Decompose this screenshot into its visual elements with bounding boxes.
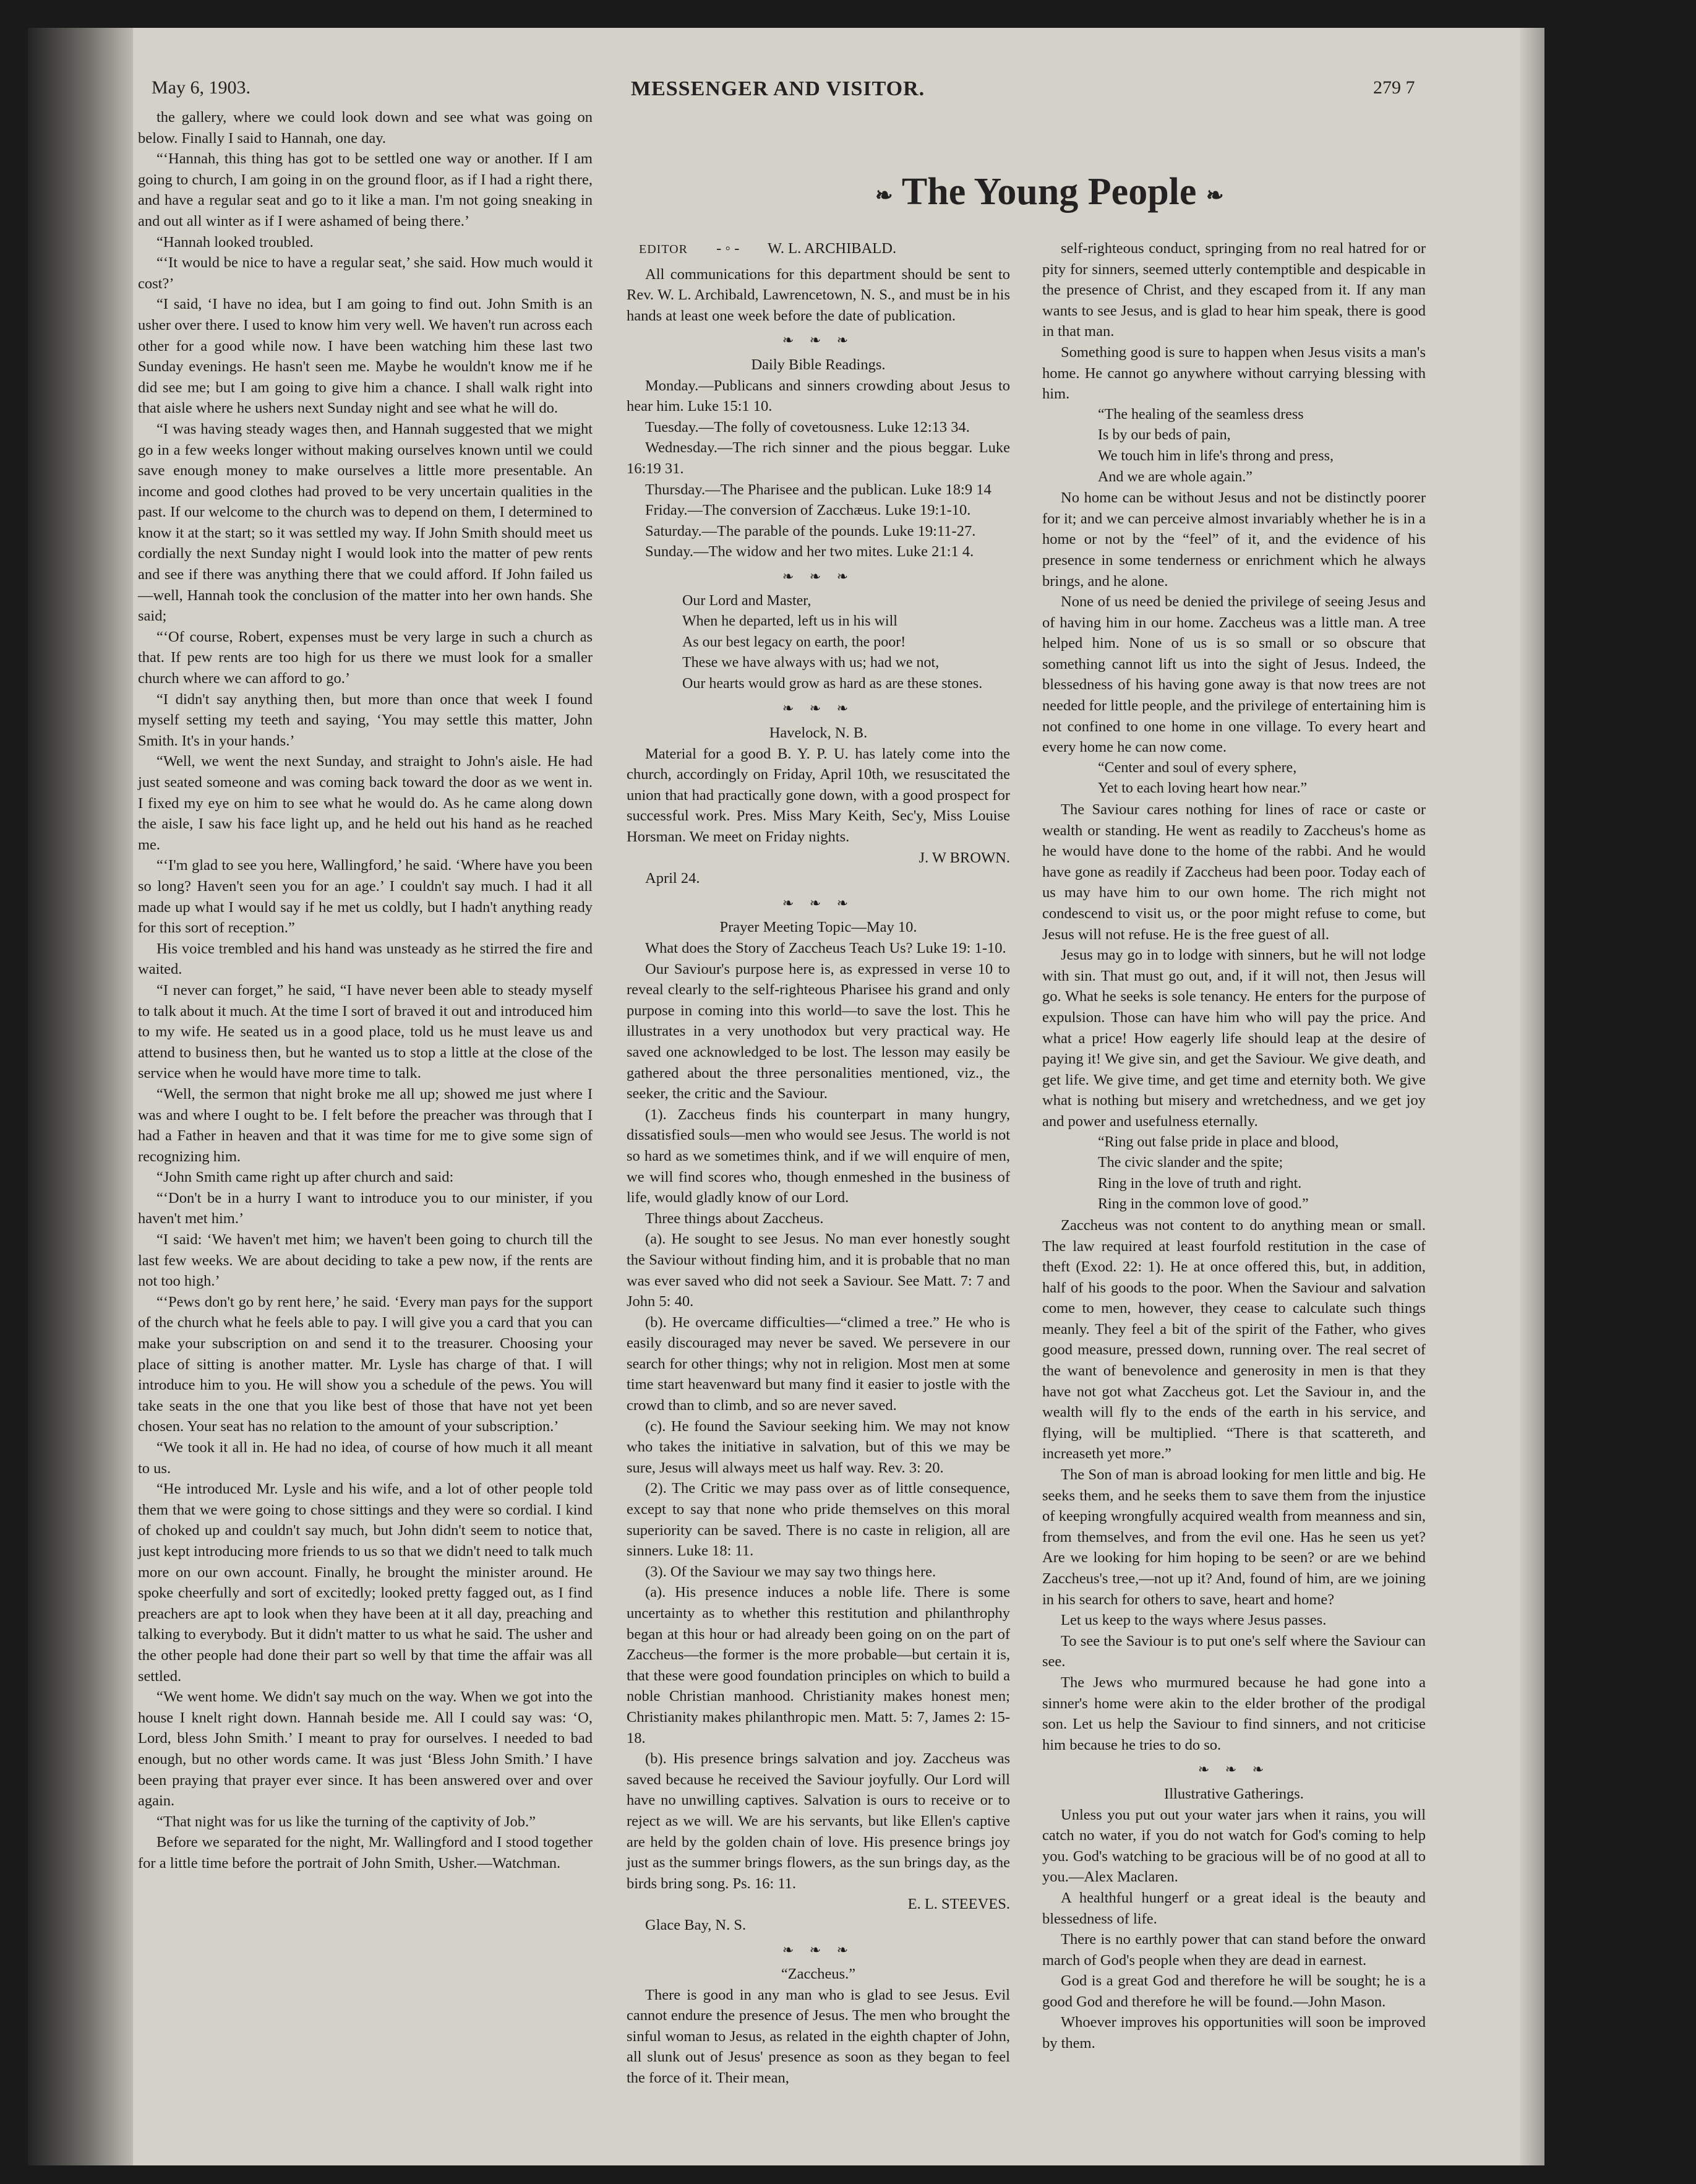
poem-line: “Ring out false pride in place and blood, [1098, 1133, 1339, 1150]
prayer-paragraph: Our Saviour's purpose here is, as expressed in verse 10 to reveal clearly to the self-righteous Pharisee his grand and only purpose in coming into this world—to save the lost. This he illustrates in a very unothodox but very practical way. He saved one acknowledged to be lost. The lesson may easily be gathered about the three personalities mentioned, viz., the seeker, the critic and the Saviour. [627, 960, 1010, 1103]
newspaper-page [28, 28, 1544, 2165]
ornament-divider: ❧ ❧ ❧ [782, 895, 855, 911]
paragraph: Something good is sure to happen when Jesus visits a man's home. He cannot go anywhere without carrying blessing with him. [1042, 343, 1426, 403]
poem-ring-out [1042, 1132, 1426, 1215]
prayer-topic-body [627, 959, 1010, 1894]
story-paragraph: “I didn't say anything then, but more than once that week I found myself setting my teeth and saying, ‘You may settle this matter, John Smith. It's in your hands.’ [138, 690, 593, 749]
story-paragraph: “I said, ‘I have no idea, but I am going to find out. John Smith is an usher over there. I used to know him very well. We haven't run across each other for a good while now. I have been watching him these last two Sunday evenings. He hasn't seen me. Maybe he wouldn't know me if he did see me; but I am going to give him a chance. I shall walk right into that aisle where he ushers next Sunday night and see what he will do. [138, 296, 593, 417]
prayer-paragraph: (a). His presence induces a noble life. There is some uncertainty as to whether this restitution and philanthrophy began at this hour or had already been going on on the part of Zaccheus—the former is the more probable—but certain it is, that these were good foundation principles on which to build a noble Christian manhood. Christianity makes honest men; Christianity makes philanthropic men. Matt. 5: 7, James 2: 15-18. [627, 1584, 1010, 1747]
story-paragraph: “We went home. We didn't say much on the way. When we got into the house I knelt right down. Hannah beside me. All I could say was: ‘O, Lord, bless John Smith.’ I meant to pray for ourselves. I needed to bad enough, but no other words came. It was just ‘Bless John Smith.’ I have been praying that prayer ever since. It has been answered over and over again. [138, 1688, 593, 1810]
story-paragraph: “‘Don't be in a hurry I want to introduce you to our minister, if you haven't met him.’ [138, 1189, 593, 1227]
reading-item: Thursday.—The Pharisee and the publican. Luke 18:9 14 [645, 481, 991, 498]
gathering-item: A healthful hungerf or a great ideal is the beauty and blessedness of life. [1042, 1889, 1426, 1927]
reading-item: Monday.—Publicans and sinners crowding about Jesus to hear him. Luke 15:1 10. [627, 377, 1010, 415]
section-title-text: The Young People [901, 171, 1197, 213]
header-date: May 6, 1903. [152, 77, 251, 98]
story-paragraph: Before we separated for the night, Mr. Wallingford and I stood together for a little time before the portrait of John Smith, Usher.—Watchman. [138, 1834, 593, 1872]
reading-item: Sunday.—The widow and her two mites. Luke 21:1 4. [645, 543, 974, 561]
fleuron-icon: ❧ [1206, 184, 1224, 207]
poem-line: We touch him in life's throng and press, [1098, 447, 1334, 464]
story-paragraph: “‘I'm glad to see you here, Wallingford,’ he said. ‘Where have you been so long? Haven't seen you for an age.’ I couldn't say much. I had it all made up what I would say if he met us coldly, but I hadn't anything ready for this sort of reception.” [138, 857, 593, 937]
section-title [875, 170, 1223, 214]
prayer-paragraph: (b). His presence brings salvation and joy. Zaccheus was saved because he received the Saviour joyfully. Our Lord will have no unwilling captives. Salvation is ours to receive or to reject as we will. We are his servants, but like Ellen's captive are held by the golden chain of love. His presence brings joy just as the summer brings flowers, as the sun brings day, as the birds bring song. Ps. 16: 11. [627, 1750, 1010, 1892]
fleuron-icon: ❧ [875, 184, 893, 207]
prayer-place: Glace Bay, N. S. [645, 1916, 747, 1933]
column-story [138, 107, 593, 1873]
story-paragraph: “‘Hannah, this thing has got to be settled one way or another. If I am going to church, I am going in on the ground floor, as if I had a right there, and have a regular seat and go to it like a man. I'm not going sneaking in and out all winter as if I were ashamed of being there.’ [138, 150, 593, 230]
reading-item: Saturday.—The parable of the pounds. Luke 19:11-27. [645, 522, 976, 540]
prayer-paragraph: (3). Of the Saviour we may say two things here. [645, 1563, 936, 1580]
paragraph: To see the Saviour is to put one's self where the Saviour can see. [1042, 1632, 1426, 1670]
story-paragraph: “Well, the sermon that night broke me all up; showed me just where I was and where I ought to be. I felt before the preacher was through that I had a Father in heaven and that it was time for me to give some sign of recognizing him. [138, 1085, 593, 1165]
poem-line: “Center and soul of every sphere, [1098, 759, 1297, 776]
story-paragraph: “‘Pews don't go by rent here,’ he said. ‘Every man pays for the support of the church what he feels able to pay. I will give you a card that you can make your subscription on and send it to the treasurer. Choosing your place of sitting is another matter. Mr. Lysle has charge of that. I will introduce him to you. He will show you a schedule of the pews. You will take seats in the one that you like best of those that have not yet been chosen. Your seat has no relation to the amount of your subscription.’ [138, 1293, 593, 1435]
poem-center-and-soul [1042, 758, 1426, 799]
poem-our-lord [627, 591, 1010, 695]
story-paragraph: the gallery, where we could look down and see what was going on below. Finally I said to Hannah, one day. [138, 109, 593, 147]
story-paragraph: “That night was for us like the turning of the captivity of Job.” [156, 1813, 536, 1830]
poem-line: “The healing of the seamless dress [1098, 406, 1304, 423]
prayer-paragraph: (c). He found the Saviour seeking him. We may not know who takes the initiative in salvation, but of this we may be sure, Jesus will always meet us half way. Rev. 3: 20. [627, 1417, 1010, 1476]
poem-line: These we have always with us; had we not, [682, 655, 940, 671]
ornament-divider: ❧ ❧ ❧ [782, 1941, 855, 1958]
paragraph: The Jews who murmured because he had gone into a sinner's home were akin to the elder brother of the prodigal son. Let us help the Saviour to find sinners, and not criticise him because he tries to do so. [1042, 1674, 1426, 1753]
paragraph: The Saviour cares nothing for lines of race or caste or wealth or standing. He went as readily to Zaccheus's home as he would have done to the home of the rabbi. And he would have gone as readily if Zaccheus had been poor. Today each of us may have him to our own home. The rich might not condescend to visit us, or the poor might refuse to come, but Jesus will not refuse. He is the free guest of all. [1042, 801, 1426, 943]
paragraph: Let us keep to the ways where Jesus passes. [1061, 1612, 1327, 1629]
paragraph: Jesus may go in to lodge with sinners, but he will not lodge with sin. That must go out, and, if it will not, then Jesus will go. What he seeks is sole tenancy. He enters for the purpose of expulsion. Those can have him who will pay the price. And what a price! How eagerly life should leap at the desire of paying it! We give sin, and get the Saviour. We give death, and get life. We give time, and get time and eternity both. We give what is nothing but misery and wretchedness, and we get joy and power and usefulness eternally. [1042, 947, 1426, 1130]
poem-line: Ring in the common love of good.” [1098, 1196, 1309, 1213]
story-paragraph: “I said: ‘We haven't met him; we haven't been going to church till the last few weeks. We are about deciding to take a pew now, if the rents are not too high.’ [138, 1231, 593, 1290]
poem-line: And we are whole again.” [1098, 468, 1253, 485]
gathering-item: There is no earthly power that can stand before the onward march of God's people when they are dead in earnest. [1042, 1931, 1426, 1969]
prayer-topic-title: Prayer Meeting Topic—May 10. [719, 919, 917, 936]
poem-seamless-dress [1042, 405, 1426, 488]
page-number: 279 7 [1373, 77, 1415, 98]
poem-line: Yet to each loving heart how near.” [1098, 780, 1308, 797]
ornament-divider: ❧ ❧ ❧ [1197, 1761, 1270, 1778]
poem-line: Our hearts would grow as hard as are these stones. [682, 675, 983, 692]
prayer-paragraph: (1). Zaccheus finds his counterpart in many hungry, dissatisfied souls—men who would see Jesus. The world is not so hard as we sometimes think, and if we will enquire of men, we will find scores who, though enmeshed in the business of life, would gladly know of our Lord. [627, 1106, 1010, 1206]
prayer-paragraph: (a). He sought to see Jesus. No man ever honestly sought the Saviour without finding him, and it is probable that no man was ever saved who did not seek a Saviour. See Matt. 7: 7 and John 5: 40. [627, 1231, 1010, 1310]
column-young-people [627, 238, 1010, 2089]
paragraph: No home can be without Jesus and not be distinctly poorer for it; and we can perceive almost invariably whether he is in a home or not by the “feel” of it, and the evidence of his presence in some tenderness or enrichment which he always brings, and he alone. [1042, 489, 1426, 590]
paragraph: The Son of man is abroad looking for men little and big. He seeks them, and he seeks them to save them from the injustice of keeping wrongfully acquired wealth from meanness and sin, from themselves, and from the evil one. Has he seen us yet? Are we looking for him hoping to be seen? or are we behind Zaccheus's tree,—not up it? And, found of him, are we joining in his search for others to save, heart and home? [1042, 1466, 1426, 1608]
poem-line: As our best legacy on earth, the poor! [682, 634, 906, 650]
paragraph: None of us need be denied the privilege of seeing Jesus and of having him in our home. Zaccheus was a little man. A tree helped him. None of us is so small or so obscure that something cannot lift us into the sight of Jesus. Indeed, the blessedness of his having gone away is that now trees are not needed for little people, and the privilege of entertaining him is not confined to one home in one village. To every heart and every home he can now come. [1042, 593, 1426, 756]
paragraph: self-righteous conduct, springing from no real hatred for or pity for sinners, seemed utterly contemptible and despicable in the presence of Christ, and they escaped from it. If any man wants to see Jesus, and is glad to hear him speak, there is good in that man. [1042, 240, 1426, 340]
story-paragraph: “I never can forget,” he said, “I have never been able to steady myself to talk about it much. At the time I sort of braved it out and introduced him to my wife. He seated us in a good place, told us he must leave us and attend to business then, but he wanted us to stop a little at the close of the service when he would have more time to talk. [138, 981, 593, 1082]
readings-title: Daily Bible Readings. [751, 356, 886, 373]
page-binding-shadow [28, 28, 133, 2165]
paragraphs-b [1042, 488, 1426, 758]
story-paragraph: “I was having steady wages then, and Hannah suggested that we might go in a few weeks longer without making ourselves known until we could save enough money to make ourselves a little more presentable. An income and good clothes had proved to be very uncertain qualities in the past. If our welcome to the church was to depend on them, I determined to know it at the start; so it was settled my way. If John Smith should meet us cordially the next Sunday night I would look into the matter of pew rents and see if there was anything there that we could afford. If John failed us—well, Hannah took the conclusion of the matter into her own hands. She said; [138, 420, 593, 625]
prayer-paragraph: (2). The Critic we may pass over as of little consequence, except to say that none who pride themselves on this moral superiority can be saved. There is no caste in religion, all are sinners. Luke 18: 11. [627, 1480, 1010, 1560]
intro-text: All communications for this department should be sent to Rev. W. L. Archibald, Lawrencetown, N. S., and must be in his hands at least one week before the date of publication. [627, 265, 1010, 324]
story-paragraph: “‘It would be nice to have a regular seat,’ she said. How much would it cost?’ [138, 254, 593, 292]
prayer-paragraph: (b). He overcame difficulties—“climed a tree.” He who is easily discouraged may never be saved. We persevere in our search for other things; why not in religion. Most men at some time start heavenward but many find it easier to jostle with the crowd than to climb, and so are never saved. [627, 1313, 1010, 1414]
zaccheus-text: There is good in any man who is glad to see Jesus. Evil cannot endure the presence of Jesus. The men who brought the sinful woman to Jesus, as related in the eighth chapter of John, all slunk out of Jesus' presence as soon as they began to feel the force of it. Their mean, [627, 1986, 1010, 2087]
reading-item: Friday.—The conversion of Zacchæus. Luke 19:1-10. [645, 502, 971, 519]
story-paragraph: “He introduced Mr. Lysle and his wife, and a lot of other people told them that we were going to chose sittings and they were so cordial. I kind of choked up and couldn't say much, but John didn't seem to notice that, just kept introducing more friends to us so that we didn't need to talk much more on our own account. Finally, he brought the minister around. He spoke cheerfully and sort of excitedly; looked pretty fagged out, as I find preachers are apt to look when they have been at it all day, preaching and talking to everybody. But it didn't matter to us what he said. The usher and the other people had done their part so well by that time the affair was all settled. [138, 1481, 593, 1685]
paragraphs-a [1042, 238, 1426, 405]
poem-line: Is by our beds of pain, [1098, 427, 1231, 444]
gathering-item: Whoever improves his opportunities will soon be improved by them. [1042, 2014, 1426, 2052]
prayer-signature: E. L. STEEVES. [907, 1896, 1010, 1913]
poem-line: The civic slander and the spite; [1098, 1154, 1283, 1171]
column-continued [1042, 238, 1426, 2054]
editor-name: W. L. ARCHIBALD. [768, 240, 897, 257]
ornament-divider: ❧ ❧ ❧ [782, 332, 855, 348]
gatherings-title: Illustrative Gatherings. [1164, 1785, 1304, 1802]
poem-line: Our Lord and Master, [682, 592, 812, 609]
story-paragraph: His voice trembled and his hand was unsteady as he stirred the fire and waited. [138, 940, 593, 978]
havelock-text: Material for a good B. Y. P. U. has lately come into the church, accordingly on Friday, April 10th, we resuscitated the union that had practically gone down, with a good prospect for successful work. Pres. Miss Mary Keith, Sec'y, Miss Louise Horsman. We meet on Friday nights. [627, 745, 1010, 846]
prayer-topic-question: What does the Story of Zaccheus Teach Us? Luke 19: 1-10. [645, 940, 1006, 957]
reading-item: Tuesday.—The folly of covetousness. Luke 12:13 34. [645, 418, 970, 436]
masthead-title: MESSENGER AND VISITOR. [631, 77, 925, 100]
readings-list [627, 376, 1010, 562]
story-paragraph: “We took it all in. He had no idea, of course of how much it all meant to us. [138, 1439, 593, 1477]
poem-line: Ring in the love of truth and right. [1098, 1175, 1302, 1192]
editor-label: EDITOR [639, 243, 688, 256]
gatherings-list [1042, 1805, 1426, 2054]
editor-line: EDITOR - ◦ - W. L. ARCHIBALD. [639, 240, 897, 257]
gathering-item: God is a great God and therefore he will be sought; he is a good God and therefore he will be found.—John Mason. [1042, 1972, 1426, 2010]
gathering-item: Unless you put out your water jars when it rains, you will catch no water, if you do not watch for God's coming to help you. God's watching to be gracious will be of no good at all to you.—Alex Maclaren. [1042, 1806, 1426, 1886]
page-edge [1520, 28, 1544, 2165]
paragraph: Zaccheus was not content to do anything mean or small. The law required at least fourfold restitution in the case of theft (Exod. 22: 1). He at once offered this, but, in addition, half of his goods to the poor. When the Saviour and salvation come to men, however, they cease to calculate such things meanly. They feel a bit of the spirit of the Father, who gives good measure, pressed down, running over. The real secret of the want of benevolence and generosity in men is that they have not got what Zaccheus got. Let the Saviour in, and the wealth will fly to the ends of the earth in his service, and flying, will be multiplied. “There is that scattereth, and increaseth yet more.” [1042, 1216, 1426, 1463]
ornament-divider: ❧ ❧ ❧ [782, 700, 855, 716]
story-paragraph: “‘Of course, Robert, expenses must be very large in such a church as that. If pew rents are too high for us there we must look for a smaller church where we can afford to go.’ [138, 628, 593, 687]
zaccheus-title: “Zaccheus.” [781, 1966, 856, 1983]
story-paragraph: “John Smith came right up after church and said: [156, 1169, 454, 1186]
reading-item: Wednesday.—The rich sinner and the pious beggar. Luke 16:19 31. [627, 439, 1010, 477]
havelock-signature: J. W BROWN. [919, 849, 1010, 866]
ornament-divider: ❧ ❧ ❧ [782, 568, 855, 584]
paragraphs-d [1042, 1215, 1426, 1755]
havelock-title: Havelock, N. B. [769, 724, 868, 742]
poem-line: When he departed, left us in his will [682, 613, 897, 630]
prayer-paragraph: Three things about Zaccheus. [645, 1210, 824, 1227]
story-paragraph: “Hannah looked troubled. [156, 233, 314, 251]
havelock-date: April 24. [645, 870, 700, 887]
paragraphs-c [1042, 799, 1426, 1132]
story-paragraph: “Well, we went the next Sunday, and straight to John's aisle. He had just seated someone and was coming back toward the door as we went in. I fixed my eye on him to see what he would do. As he came along down the aisle, I saw his face light up, and he held out his hand as he reached me. [138, 753, 593, 853]
